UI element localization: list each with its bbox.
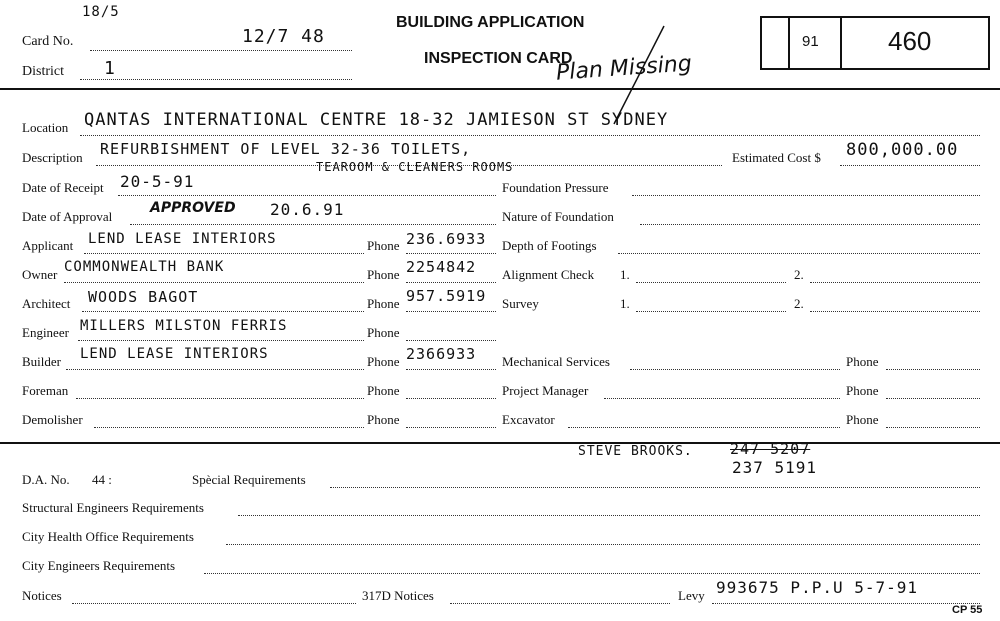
middle-rule xyxy=(0,442,1000,444)
card-no-note: 18/5 xyxy=(82,4,120,20)
alignment-check-line-2 xyxy=(810,282,980,283)
date-of-approval-label: Date of Approval xyxy=(22,209,113,224)
date-of-approval-line xyxy=(130,224,496,225)
applicant-line xyxy=(84,253,364,254)
levy-line xyxy=(712,603,980,604)
demolisher-label: Demolisher xyxy=(22,412,83,427)
owner-label: Owner xyxy=(22,267,58,282)
project-manager-phone-label: Phone xyxy=(846,383,879,398)
levy-label: Levy xyxy=(678,588,705,603)
district-label: District xyxy=(22,64,64,79)
architect-line xyxy=(82,311,364,312)
alignment-check-num-2: 2. xyxy=(794,267,804,282)
foreman-phone-label: Phone xyxy=(367,383,400,398)
applicant-phone-line xyxy=(406,253,496,254)
description-value-2: TEAROOM & CLEANERS ROOMS xyxy=(316,160,514,174)
excavator-label: Excavator xyxy=(502,412,555,427)
excavator-line xyxy=(568,427,840,428)
applicant-phone-value: 236.6933 xyxy=(406,230,487,248)
project-manager-phone-line xyxy=(886,398,980,399)
alignment-check-line-1 xyxy=(636,282,786,283)
demolisher-line xyxy=(94,427,364,428)
demolisher-phone-label: Phone xyxy=(367,412,400,427)
notices-line xyxy=(72,603,356,604)
foundation-pressure-label: Foundation Pressure xyxy=(502,180,609,195)
estimated-cost-line xyxy=(840,165,980,166)
architect-phone-value: 957.5919 xyxy=(406,287,487,305)
title-line-1: BUILDING APPLICATION xyxy=(396,14,585,31)
nature-of-foundation-line xyxy=(640,224,980,225)
applicant-phone-label: Phone xyxy=(367,238,400,253)
card-number-divider xyxy=(840,18,842,68)
foundation-pressure-line xyxy=(632,195,980,196)
builder-value: LEND LEASE INTERIORS xyxy=(80,346,269,362)
survey-label: Survey xyxy=(502,296,539,311)
applicant-value: LEND LEASE INTERIORS xyxy=(88,231,277,247)
demolisher-phone-line xyxy=(406,427,496,428)
city-engineers-label: City Engineers Requirements xyxy=(22,558,176,573)
card-no-line xyxy=(90,50,352,51)
builder-label: Builder xyxy=(22,354,61,369)
foreman-label: Foreman xyxy=(22,383,69,398)
engineer-label: Engineer xyxy=(22,325,69,340)
header-rule xyxy=(0,88,1000,90)
engineer-phone-line xyxy=(406,340,496,341)
engineer-phone-label: Phone xyxy=(367,325,400,340)
contact-name: STEVE BROOKS. xyxy=(578,444,693,459)
project-manager-label: Project Manager xyxy=(502,383,589,398)
district-value: 1 xyxy=(104,58,116,79)
estimated-cost-value: 800,000.00 xyxy=(846,140,959,160)
mechanical-services-label: Mechanical Services xyxy=(502,354,610,369)
box-number-large: 460 xyxy=(888,26,932,56)
alignment-check-label: Alignment Check xyxy=(502,267,595,282)
da-no-value: 44 : xyxy=(92,472,112,487)
city-engineers-line xyxy=(204,573,980,574)
owner-phone-label: Phone xyxy=(367,267,400,282)
builder-phone-value: 2366933 xyxy=(406,345,477,363)
architect-phone-label: Phone xyxy=(367,296,400,311)
builder-phone-label: Phone xyxy=(367,354,400,369)
survey-line-2 xyxy=(810,311,980,312)
depth-of-footings-label: Depth of Footings xyxy=(502,238,597,253)
builder-phone-line xyxy=(406,369,496,370)
owner-phone-line xyxy=(406,282,496,283)
nature-of-foundation-label: Nature of Foundation xyxy=(502,209,614,224)
contact-old-number: 247 5207 xyxy=(730,440,811,458)
foreman-phone-line xyxy=(406,398,496,399)
mechanical-services-line xyxy=(630,369,840,370)
depth-of-footings-line xyxy=(618,253,980,254)
notices-317d-line xyxy=(450,603,670,604)
architect-label: Architect xyxy=(22,296,71,311)
location-label: Location xyxy=(22,120,69,135)
contact-new-number: 237 5191 xyxy=(732,458,818,477)
plan-missing-note: Plan Missing xyxy=(555,51,693,86)
excavator-phone-line xyxy=(886,427,980,428)
box-number-small: 91 xyxy=(802,33,819,50)
project-manager-line xyxy=(604,398,840,399)
levy-value: 993675 P.P.U 5-7-91 xyxy=(716,578,919,597)
survey-line-1 xyxy=(636,311,786,312)
owner-value: COMMONWEALTH BANK xyxy=(64,259,225,275)
architect-value: WOODS BAGOT xyxy=(88,288,199,306)
estimated-cost-label: Estimated Cost $ xyxy=(732,150,821,165)
alignment-check-num-1: 1. xyxy=(620,267,630,282)
notices-317d-label: 317D Notices xyxy=(362,588,434,603)
survey-num-2: 2. xyxy=(794,296,804,311)
special-requirements-label: Spècial Requirements xyxy=(192,472,306,487)
health-label: City Health Office Requirements xyxy=(22,529,194,544)
survey-num-1: 1. xyxy=(620,296,630,311)
card-no-label: Card No. xyxy=(22,34,74,49)
da-no-label: D.A. No. xyxy=(22,472,70,487)
owner-line xyxy=(64,282,364,283)
structural-line xyxy=(238,515,980,516)
card-number-box xyxy=(760,16,990,70)
excavator-phone-label: Phone xyxy=(846,412,879,427)
notices-label: Notices xyxy=(22,588,62,603)
mechanical-services-phone-label: Phone xyxy=(846,354,879,369)
structural-label: Structural Engineers Requirements xyxy=(22,500,204,515)
special-requirements-line xyxy=(330,487,980,488)
district-line xyxy=(80,79,352,80)
location-line xyxy=(80,135,980,136)
title-line-2: INSPECTION CARD xyxy=(424,50,573,67)
architect-phone-line xyxy=(406,311,496,312)
card-no-value: 12/7 48 xyxy=(242,26,325,47)
engineer-value: MILLERS MILSTON FERRIS xyxy=(80,318,288,334)
health-line xyxy=(226,544,980,545)
description-label: Description xyxy=(22,150,83,165)
owner-phone-value: 2254842 xyxy=(406,258,477,276)
description-value: REFURBISHMENT OF LEVEL 32-36 TOILETS, xyxy=(100,140,472,158)
location-value: QANTAS INTERNATIONAL CENTRE 18-32 JAMIESON ST SYDNEY xyxy=(84,110,669,130)
date-of-receipt-line xyxy=(118,195,496,196)
approved-stamp: APPROVED xyxy=(150,200,236,216)
builder-line xyxy=(66,369,364,370)
date-of-approval-value: 20.6.91 xyxy=(270,200,345,219)
form-code: CP 55 xyxy=(952,604,983,616)
date-of-receipt-value: 20-5-91 xyxy=(120,172,195,191)
date-of-receipt-label: Date of Receipt xyxy=(22,180,104,195)
card-number-divider-left xyxy=(788,18,790,68)
engineer-line xyxy=(78,340,364,341)
mechanical-services-phone-line xyxy=(886,369,980,370)
applicant-label: Applicant xyxy=(22,238,74,253)
foreman-line xyxy=(76,398,364,399)
